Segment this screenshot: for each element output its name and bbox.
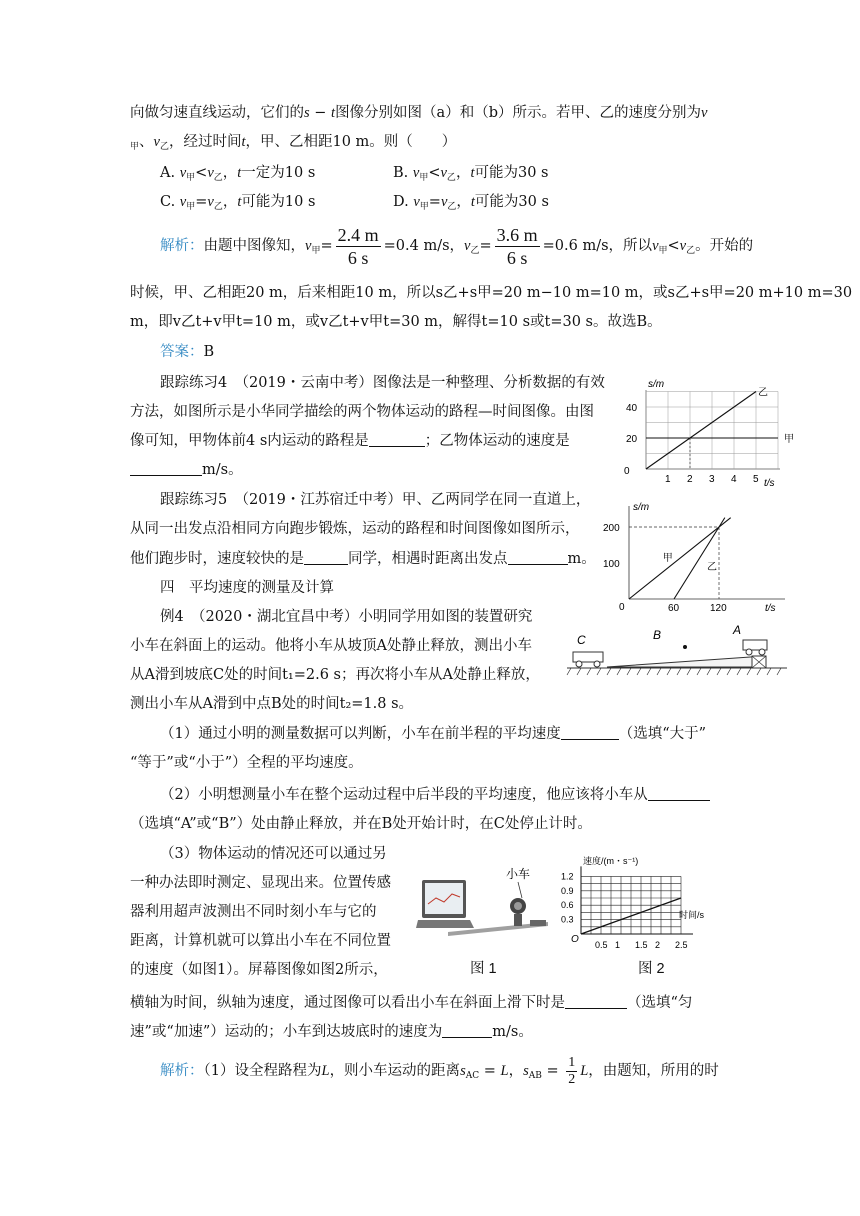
label-b: B — [653, 628, 662, 642]
y-tick-label: 200 — [603, 523, 620, 534]
section-heading: 四 平均速度的测量及计算 — [160, 580, 334, 596]
incline-apparatus — [565, 622, 790, 692]
x-tick-label: 4 — [731, 474, 737, 485]
question-3-line-2: 一种办法即时测定、显现出来。位置传感 — [130, 875, 391, 891]
fraction-1: $\frac{2.4 m}{6 s}$ — [337, 224, 379, 268]
label-a: A — [733, 623, 742, 637]
series-line — [674, 518, 725, 599]
blank — [565, 994, 627, 1009]
y-tick-label: 40 — [626, 403, 638, 414]
x-axis-label: t/s — [764, 478, 775, 489]
x-axis-label: 时间/s — [679, 910, 705, 920]
cart-label: 小车 — [506, 867, 531, 881]
cart-at-bottom — [573, 652, 603, 667]
y-tick-label: 0.6 — [561, 900, 574, 911]
example-4-line-1: 例4 （2020・湖北宜昌中考）小明同学用如图的装置研究 — [160, 609, 533, 625]
exercise-4-line-3: 像可知，甲物体前4 s内运动的路程是 ；乙物体运动的速度是 — [130, 433, 570, 449]
example-4-line-2: 小车在斜面上的运动。他将小车从坡顶A处静止释放，测出小车 — [130, 638, 532, 654]
label-c: C — [577, 633, 586, 647]
y-tick-label: 20 — [626, 434, 638, 445]
y-axis-label: 速度/(m・s⁻¹) — [583, 856, 639, 866]
origin-label: O — [571, 934, 579, 945]
blank — [304, 550, 348, 565]
option-a: A. $v_甲<v_乙$，t一定为10 s — [160, 165, 316, 183]
blank — [648, 786, 710, 801]
y-axis-label: s/m — [633, 502, 650, 513]
blank — [130, 461, 202, 476]
exercise-4-line-1: 跟踪练习4 （2019・云南中考）图像法是一种整理、分析数据的有效 — [160, 375, 605, 391]
series-label: 甲 — [784, 434, 794, 445]
x-tick-label: 5 — [753, 474, 759, 485]
question-3-line-5: 的速度（如图1）。屏幕图像如图2所示， — [130, 962, 388, 978]
x-tick-label: 120 — [710, 603, 727, 614]
blank — [442, 1023, 492, 1038]
question-3-line-7: 速”或“加速”）运动的；小车到达坡底时的速度为 m/s。 — [130, 1024, 533, 1040]
answer: 答案：B — [160, 344, 215, 360]
x-tick-label: 2 — [687, 474, 693, 485]
midpoint-marker — [683, 645, 687, 649]
origin-label: 0 — [619, 602, 625, 613]
exercise-5-line-1: 跟踪练习5 （2019・江苏宿迁中考）甲、乙两同学在同一直道上， — [160, 492, 591, 508]
solution-line-2: 时候，甲、乙相距20 m，后来相距10 m，所以s乙+s甲=20 m−10 m=10 m，或s乙+s甲=20 m+10 m=30 — [130, 285, 853, 301]
exercise-5-line-2: 从同一出发点沿相同方向跑步锻炼，运动的路程和时间图像如图所示， — [130, 521, 580, 537]
solution-line-3: m，即v乙t+v甲t=10 m，或v乙t+v甲t=30 m，解得t=10 s或t=30 s。故选B。 — [130, 314, 662, 330]
series-label: 甲 — [662, 553, 673, 565]
figure-2-caption: 图 2 — [638, 961, 665, 977]
x-tick-label: 60 — [668, 603, 680, 614]
series-line — [646, 392, 756, 470]
question-2-line-2: （选填“A”或“B”）处由静止释放，并在B处开始计时，在C处停止计时。 — [130, 816, 592, 832]
x-tick-label: 1.5 — [635, 940, 648, 950]
fraction-2: $\frac{3.6 m}{6 s}$ — [496, 224, 538, 268]
question-3-line-6: 横轴为时间，纵轴为速度，通过图像可以看出小车在斜面上滑下时是 （选填“匀 — [130, 995, 693, 1011]
question-3-line-1: （3）物体运动的情况还可以通过另 — [160, 846, 387, 862]
question-2-line-1: （2）小明想测量小车在整个运动过程中后半段的平均速度，他应该将小车从 — [160, 784, 710, 806]
y-tick-label: 1.2 — [561, 871, 574, 882]
x-axis-label: t/s — [765, 603, 776, 614]
blank — [508, 550, 568, 565]
series-label: 乙 — [758, 387, 768, 399]
y-tick-label: 100 — [603, 559, 620, 570]
problem-line-1: 向做匀速直线运动，它们的s − t图像分别如图（a）和（b）所示。若甲、乙的速度分别为v — [130, 105, 708, 121]
figure-2-vt-chart — [555, 852, 715, 952]
problem-line-2: $_甲$、$v_乙$，经过时间t，甲、乙相距10 m。则（ ） — [130, 134, 457, 152]
x-tick-label: 1 — [615, 940, 621, 950]
x-tick-label: 2.5 — [675, 940, 688, 950]
series-label: 乙 — [707, 562, 717, 574]
question-1-line-2: “等于”或“小于”）全程的平均速度。 — [130, 755, 363, 771]
solution-4-line-1: 解析：（1）设全程路程为L，则小车运动的距离$s_{AC} = L$，$s_{AB}$ = $\frac{1}{2}$ L，由题知，所用的时 — [160, 1054, 719, 1087]
option-d: D. $v_甲=v_乙$，t可能为30 s — [393, 194, 549, 212]
y-tick-label: 0.3 — [561, 914, 574, 925]
question-3-line-4: 距离，计算机就可以算出小车在不同位置 — [130, 933, 391, 949]
y-tick-label: 0.9 — [561, 885, 574, 896]
origin-label: 0 — [624, 466, 630, 477]
blank — [561, 725, 619, 740]
y-axis-label: s/m — [648, 379, 665, 390]
figure-1-sensor-setup — [418, 862, 553, 942]
example-4-line-4: 测出小车从A滑到中点B处的时间t₂=1.8 s。 — [130, 696, 414, 712]
example-4-line-3: 从A滑到坡底C处的时间t₁=2.6 s；再次将小车从A处静止释放， — [130, 667, 540, 683]
question-1-line-1: （1）通过小明的测量数据可以判断，小车在前半程的平均速度 （选填“大于” — [160, 726, 707, 742]
series-line — [629, 518, 731, 599]
x-tick-label: 0.5 — [595, 940, 608, 950]
exercise-4-line-2: 方法，如图所示是小华同学描绘的两个物体运动的路程—时间图像。由图 — [130, 404, 594, 420]
option-c: C. $v_甲=v_乙$，t可能为10 s — [160, 194, 316, 212]
exercise-4-line-4: m/s。 — [130, 459, 243, 481]
figure-1-caption: 图 1 — [470, 961, 497, 977]
blank — [369, 432, 425, 447]
st-graph-exercise-4 — [620, 372, 794, 502]
solution-line-1: 解析：由题中图像知，$v_甲=$ $\frac{2.4 m}{6 s}$ =0.4 m/s，$v_乙=$ $\frac{3.6 m}{6 s}$ =0.6 m/s，所以$v_甲<v_乙$。开始的 — [160, 224, 754, 268]
x-tick-label: 1 — [665, 474, 671, 485]
exercise-5-line-3: 他们跑步时，速度较快的是 同学，相遇时距离出发点 m。 — [130, 551, 596, 567]
cart-at-top — [743, 640, 767, 655]
x-tick-label: 2 — [655, 940, 661, 950]
fraction-half: $\frac{1}{2}$ — [568, 1054, 576, 1087]
x-tick-label: 3 — [709, 474, 715, 485]
question-3-line-3: 器利用超声波测出不同时刻小车与它的 — [130, 904, 377, 920]
st-graph-exercise-5 — [595, 496, 795, 614]
option-b: B. $v_甲<v_乙$，t可能为30 s — [393, 165, 549, 183]
